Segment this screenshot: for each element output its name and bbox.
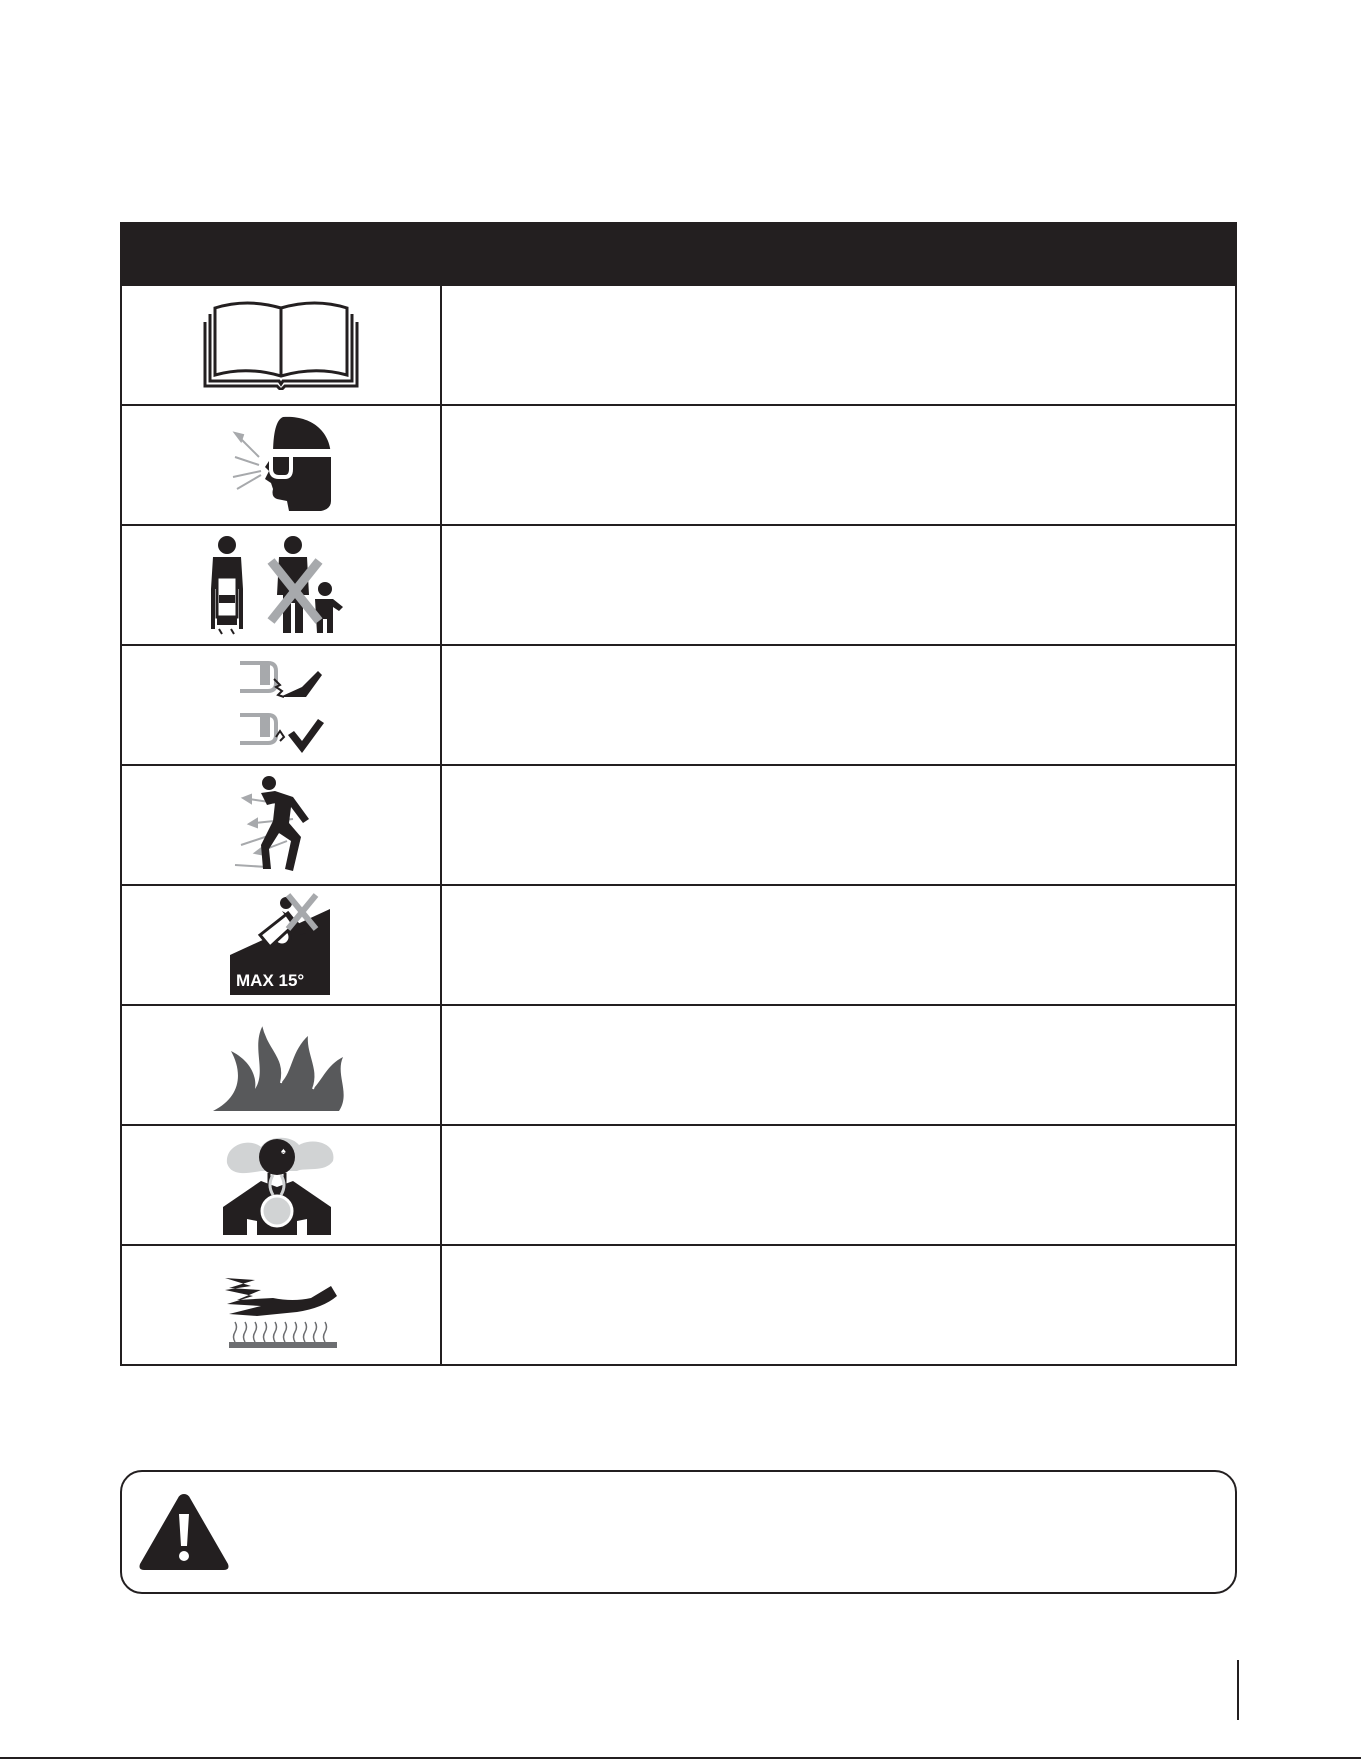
toxic-fumes-icon [221, 1133, 341, 1237]
page-number-rule [1237, 1660, 1239, 1720]
safety-symbols-table [120, 222, 1237, 1366]
table-row [122, 404, 1235, 524]
fire-hazard-icon [211, 1017, 351, 1113]
table-row [122, 644, 1235, 764]
symbol-description [442, 526, 1235, 644]
warning-box [120, 1470, 1237, 1594]
thrown-objects-icon [231, 775, 331, 875]
table-row [122, 764, 1235, 884]
keep-bystanders-away-icon [201, 533, 361, 637]
table-row [122, 284, 1235, 404]
symbol-description [442, 286, 1235, 404]
eye-protection-icon [221, 413, 341, 517]
slope-badge: MAX 15° [236, 971, 305, 990]
table-row [122, 1004, 1235, 1124]
table-row [122, 884, 1235, 1004]
page-bottom-rule [0, 1757, 1361, 1759]
symbol-description [442, 1246, 1235, 1364]
symbol-description [442, 406, 1235, 524]
table-header [122, 224, 1235, 284]
warning-triangle-icon [136, 1490, 232, 1574]
symbol-description [442, 766, 1235, 884]
symbol-description [442, 1006, 1235, 1124]
table-row [122, 524, 1235, 644]
table-row [122, 1244, 1235, 1364]
hot-surface-icon [221, 1260, 341, 1350]
symbol-description [442, 646, 1235, 764]
table-row [122, 1124, 1235, 1244]
symbol-description [442, 886, 1235, 1004]
svg-text:♠: ♠ [281, 1146, 286, 1156]
hand-foot-cutting-hazard-icon [236, 653, 326, 757]
read-manual-icon [201, 300, 361, 390]
symbol-description [442, 1126, 1235, 1244]
slope-max-15-icon [226, 893, 336, 997]
